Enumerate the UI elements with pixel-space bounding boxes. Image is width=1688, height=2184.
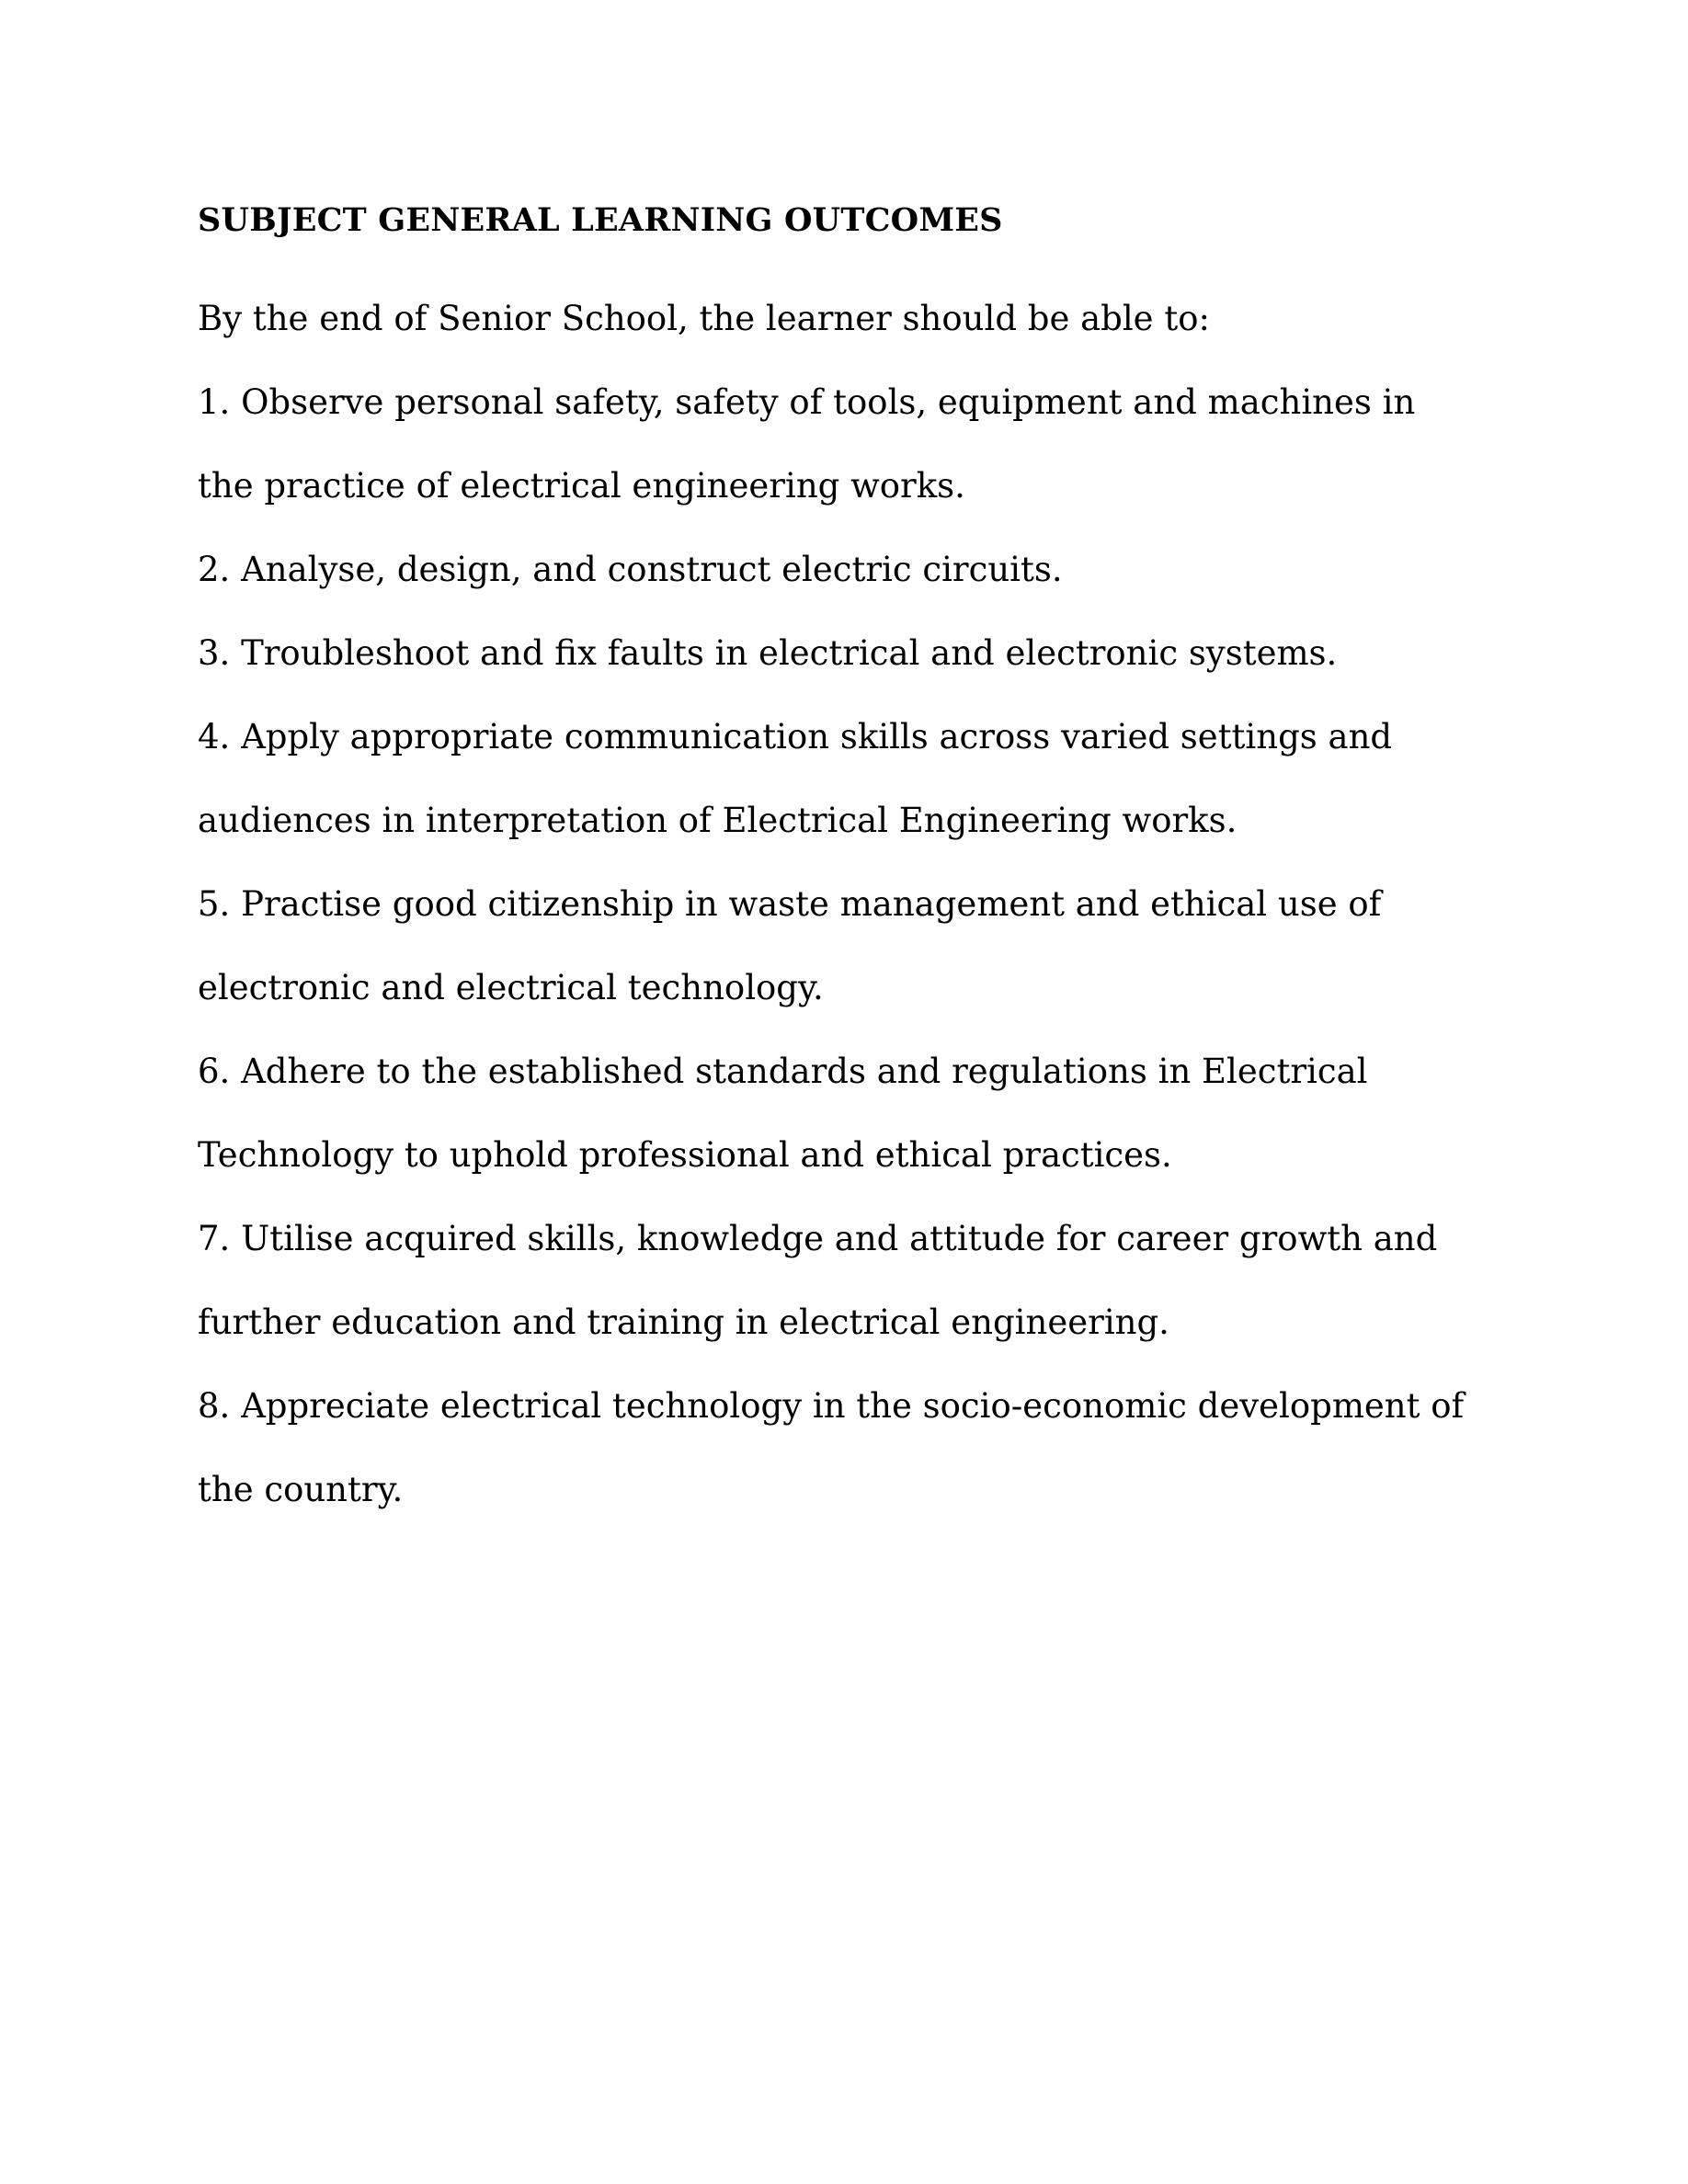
outcome-line: 3. Troubleshoot and fix faults in electrical and electronic systems. bbox=[198, 633, 1338, 673]
outcome-line: 8. Appreciate electrical technology in the socio-economic development of bbox=[198, 1386, 1465, 1426]
outcome-line: the country. bbox=[198, 1470, 404, 1509]
document-body bbox=[198, 193, 1503, 1531]
outcome-line: further education and training in electrical engineering. bbox=[198, 1302, 1169, 1342]
outcome-item bbox=[198, 1364, 1503, 1531]
outcome-line: 2. Analyse, design, and construct electric circuits. bbox=[198, 550, 1063, 589]
outcome-list bbox=[198, 360, 1503, 1531]
outcome-line: 4. Apply appropriate communication skills across varied settings and bbox=[198, 717, 1393, 756]
section-heading: SUBJECT GENERAL LEARNING OUTCOMES bbox=[198, 201, 1003, 239]
outcome-item bbox=[198, 1197, 1503, 1364]
outcome-line: Technology to uphold professional and ethical practices. bbox=[198, 1135, 1172, 1175]
outcome-line: the practice of electrical engineering works. bbox=[198, 466, 965, 506]
outcome-line: audiences in interpretation of Electrical Engineering works. bbox=[198, 801, 1237, 840]
outcome-line: 7. Utilise acquired skills, knowledge and attitude for career growth and bbox=[198, 1219, 1438, 1258]
outcome-line: electronic and electrical technology. bbox=[198, 968, 824, 1007]
outcome-item bbox=[198, 528, 1503, 611]
outcome-item bbox=[198, 611, 1503, 695]
outcome-item bbox=[198, 862, 1503, 1029]
outcome-item bbox=[198, 695, 1503, 862]
outcome-line: 1. Observe personal safety, safety of tools, equipment and machines in bbox=[198, 382, 1416, 422]
outcome-line: 6. Adhere to the established standards and regulations in Electrical bbox=[198, 1052, 1368, 1091]
outcome-item bbox=[198, 360, 1503, 528]
outcome-line: 5. Practise good citizenship in waste management and ethical use of bbox=[198, 884, 1382, 924]
outcome-item bbox=[198, 1029, 1503, 1197]
intro-paragraph: By the end of Senior School, the learner should be able to: bbox=[198, 299, 1210, 338]
